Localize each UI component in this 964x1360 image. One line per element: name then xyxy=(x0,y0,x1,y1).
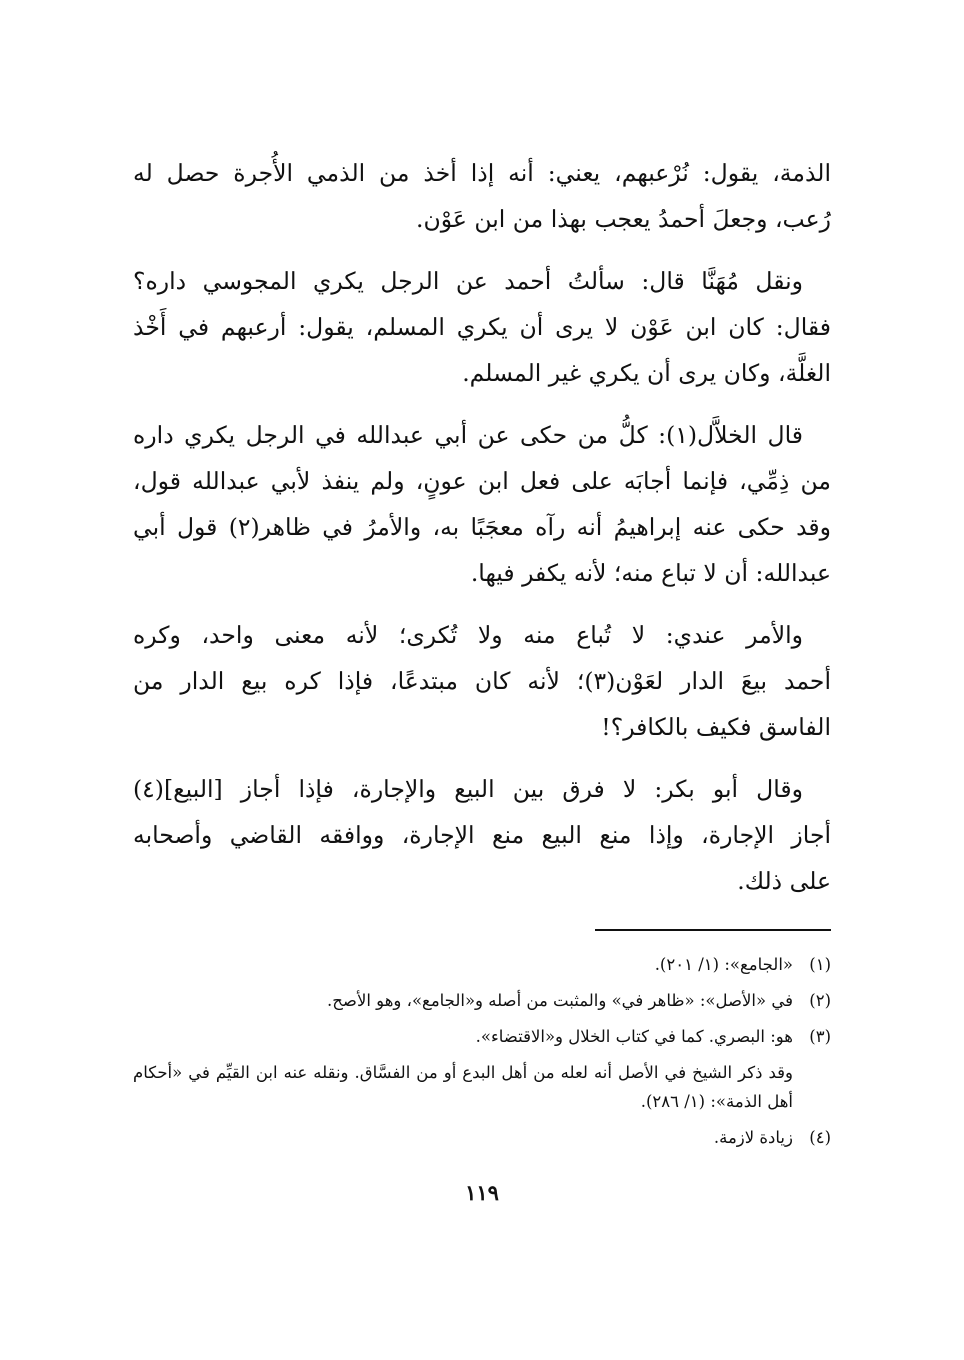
text-line: أجاز الإجارة، وإذا منع البيع منع الإجارة، ووافقه القاضي وأصحابه xyxy=(133,821,831,849)
paragraph xyxy=(133,612,831,750)
main-text xyxy=(133,150,831,920)
footnote xyxy=(133,1022,831,1051)
footnote-text: زيادة لازمة. xyxy=(713,1128,793,1147)
footnote-number: (٢) xyxy=(809,991,831,1010)
footnote-number: (٤) xyxy=(809,1128,831,1147)
text-line: الفاسق فكيف بالكافر؟! xyxy=(601,713,831,741)
footnote xyxy=(133,986,831,1015)
footnote xyxy=(133,1123,831,1152)
text-line: أحمد بيعَ الدار لعَوْن(٣)؛ لأنه كان مبتدعًا، فإذا كره بيع الدار من xyxy=(133,667,831,695)
footnote-number: (٣) xyxy=(809,1027,831,1046)
footnote-text: «الجامع»: (١/ ٢٠١). xyxy=(654,955,793,974)
paragraph xyxy=(133,412,831,596)
paragraph xyxy=(133,150,831,242)
text-line: على ذلك. xyxy=(737,867,831,895)
text-line: قال الخلاَّل(١): كلُّ من حكى عن أبي عبدالله في الرجل يكري داره xyxy=(133,421,804,449)
footnote-separator xyxy=(595,929,831,931)
text-line: رُعب، وجعلَ أحمدُ يعجب بهذا من ابن عَوْن. xyxy=(416,205,831,233)
footnote xyxy=(133,950,831,979)
page-number: ١١٩ xyxy=(465,1180,499,1205)
text-line: الغلَّة، وكان يرى أن يكري غير المسلم. xyxy=(462,359,831,387)
paragraph xyxy=(133,766,831,904)
text-line: وقال أبو بكر: لا فرق بين البيع والإجارة، فإذا أجاز [البيع](٤) xyxy=(133,775,803,803)
footnote-number: (١) xyxy=(809,955,831,974)
text-line: الذمة، يقول: نُرْعبهم، يعني: أنه إذا أخذ من الذمي الأُجرة حصل له xyxy=(133,159,831,187)
footnote-continuation: وقد ذكر الشيخ في الأصل أنه لعله من أهل البدع أو من الفسَّاق. ونقله عنه ابن القيِّم في «أحكام أهل الذمة»: (١/ ٢٨٦). xyxy=(133,1063,793,1111)
footnote-text: في «الأصل»: «ظاهر في» والمثبت من أصله و«الجامع»، وهو الأصح. xyxy=(327,991,793,1010)
text-line: والأمر عندي: لا تُباع منه ولا تُكرى؛ لأنه معنى واحد، وكره xyxy=(133,621,803,649)
paragraph xyxy=(133,258,831,396)
text-line: من ذِمِّي، فإنما أجابَه على فعل ابن عونٍ، ولم ينفذ لأبي عبدالله قول، xyxy=(133,467,831,495)
footnote-text: هو: البصري. كما في كتاب الخلال و«الاقتضاء». xyxy=(475,1027,793,1046)
text-line: ونقل مُهَنَّا قال: سألتُ أحمد عن الرجل يكري المجوسي داره؟ xyxy=(133,267,803,295)
text-line: عبدالله: أن لا تباع منه؛ لأنه يكفر فيها. xyxy=(470,559,831,587)
text-line: فقال: كان ابن عَوْن لا يرى أن يكري المسلم، يقول: أرعبهم في أَخْذ xyxy=(133,313,831,341)
footnotes xyxy=(133,950,831,1159)
text-line: وقد حكى عنه إبراهيمُ أنه رآه معجَبًا به، والأمرُ في ظاهر(٢) قول أبي xyxy=(133,513,831,541)
